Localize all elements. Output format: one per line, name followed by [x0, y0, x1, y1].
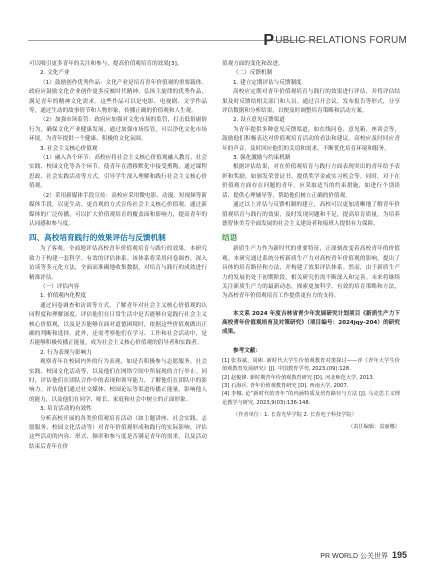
section-title: 四、高校培育践行的效果评估与反馈机制: [29, 233, 166, 243]
brand-initial: P: [263, 32, 275, 49]
paragraph: 高校应定期对青年价值观培育与践行的效果进行评估，并将评估结果及时反馈给相关部门和人员。通过召开会议、发布报告等形式，分享评估数据和分析结果，以便及时调整培育策略和活动方案。: [222, 89, 400, 115]
paragraph: （2）采用新媒体手段宣传：高校应采用微电影、动漫、短视频等新媒体手段，以更生动、更直观的方式宣传社会主义核心价值观。通过新媒体的广泛传播，可以扩大价值观培育的覆盖面和影响力，提高青年的认同感和参与度。: [29, 192, 207, 227]
subheading: 3. 培育活动的有效性: [40, 406, 92, 413]
footer-magazine: PR WORLD 公关世界: [320, 553, 388, 560]
acknowledgement: 本文系 2024 年度吉林省青少年发展研究计划项目《新质生产力下高校青年价值观培育及对策研究》（项目编号：2024jqy-204）的研究成果。: [222, 310, 400, 336]
reference-item: [4] 李娜. 论“新时代的青年”的内涵特质及培育路径与方法 [J]. 马克思主义理论教学与研究, 2023,9(03):136-148.: [222, 391, 400, 406]
subheading: 1. 建立定期评估与反馈制度: [233, 79, 302, 86]
subheading: （一）评估内容: [40, 283, 80, 290]
paragraph: （1）融入各个环节：高校应将社会主义核心价值观融入教育、社会实践、校园文化等各个环节，使青年在潜移默化中接受熏陶。通过课程思政、社会实践活动等方式，引导学生深入理解和践行社会主义核心价值观。: [29, 155, 207, 190]
paragraph: 根据评估结果，对在价值观培育与践行方面表现突出的青年给予表彰和奖励，如颁发荣誉证书、提供奖学金或实习机会等。同时，对于在价值观方面存在问题的青年，应采取适当的约束措施，如进行个别谈话、提供心理辅导等，帮助他们树立正确的价值观。: [222, 164, 400, 199]
paragraph: 通过以上评估与反馈机制的建立，高校可以更加清晰地了解青年价值观培育与践行的效果，及时发现问题和不足，提高培育质量。为培养德智体美劳全面发展的社会主义建设者和接班人提供有力保障。: [222, 202, 400, 227]
subheading: 2. 设立意见反馈渠道: [233, 117, 285, 124]
paragraph: 通过问卷调查和访谈等方式，了解青年对社会主义核心价值观的认同程度和理解深度。评估他们在日常生活中是否能够自觉践行社会主义核心价值观，以及是否能够在面对道德困境时，依据这些价值观做出正确的判断和选择。此外，还需考察他们在学习、工作和社会活动中，是否能够积极传播正能量，成为社会主义核心价值观的倡导者和实践者。: [29, 302, 207, 347]
subheading: 2. 行为表现与影响力: [40, 349, 92, 356]
paragraph: （1）鼓励创作优秀作品：文化产业是培育青年价值观的重要载体。政府应鼓励文化企业创作更多反映时代精神、弘扬主旋律的优秀作品，满足青年的精神文化需求。这些作品可以是电影、电视剧、文学作品等，通过生动的故事情节和人物形象，传播正确的价值观和人生观。: [29, 79, 207, 115]
subheading: （二）反馈机制: [233, 70, 273, 77]
page-number: 195: [391, 550, 407, 560]
brand-rest: UBLIC RELATIONS FORUM: [275, 35, 407, 46]
paragraph: 为了客观、全面地评估高校青年价值观培育与践行的效果，本研究致力于构建一套科学、有效的评估体系。该体系将采用问卷调查、深入访谈等多元化方法，全面而准确地收集数据，对培育与践行的成效进行精准评估。: [29, 246, 207, 281]
right-column: [222, 60, 400, 433]
subheading: 1. 价值观内化程度: [40, 293, 87, 300]
subheading: 2. 文化产业: [40, 70, 70, 77]
reference-item: [2] 赵俊锋. 新时期青年价值观教育研究 [D]. 河北师范大学, 2013.: [222, 374, 375, 381]
reference-item: [1] 张春斌，周彬. 新时代大学生价值观教育对策探讨——评《青年大学生价值观教育发展研究》[J]. 中国教育学刊, 2023,(09):128.: [222, 357, 400, 373]
subheading: 3. 强化激励与约束机制: [233, 155, 291, 162]
references-title: 参考文献：: [233, 348, 261, 355]
section-title: 结语: [222, 233, 238, 243]
author-affiliation: （作者单位：1. 长春光华学院 2. 长春电子科技学院）: [233, 412, 357, 419]
subheading: 3. 社会主义核心价值观: [40, 145, 98, 152]
responsible-editor: （责任编辑：袁丽娜）: [348, 424, 400, 431]
page-footer: [320, 550, 407, 561]
paragraph: 值观方面的变化和改进。: [222, 61, 284, 67]
paragraph: 可以吸引更多青年的关注和参与，提高价值观培育的效果[3]。: [29, 61, 183, 67]
paragraph: 为青年提供多种意见反馈渠道，如在线问卷、意见箱、座谈会等，鼓励他们积极表达对价值观培育活动的看法和建议。高校应及时回应青年的声音，及时回应他们的关切和需求，不断优化培育环境和服务。: [222, 126, 400, 152]
left-column: [29, 60, 207, 452]
magazine-brand: [263, 32, 407, 50]
paragraph: 分析高校开展的各类价值观培育活动（如主题讲座、社会实践、志愿服务、校园文化活动等）对青年价值观形成和践行的实际影响。评估这些活动的内容、形式、频率和参与度是否满足青年的需求，以及活动结束后青年在价: [29, 415, 207, 450]
reference-item: [3] 石海兵. 青年价值观教育研究 [D]. 西南大学, 2007.: [222, 382, 349, 389]
paragraph: （2）加强市场监管：政府应加强对文化市场的监管，打击低俗庸俗行为，确保文化产业健康发展。通过加强市场监管，可以净化文化市场环境，为青年提供一个健康、积极的文化氛围。: [29, 117, 207, 143]
paragraph: 新质生产力作为新时代的重要特征，正深刻改变着高校青年的价值观。本研究通过系统分析新质生产力对高校青年价值观的影响，提出了具体的培育路径和方法，并构建了效果评估体系。然而，由于新质生产力的发展仍处于初期阶段，相关研究仍需不断深入和完善。未来将继续关注新质生产力的最新动态，探索更加科学、有效的培育策略和方法，为高校青年价值观培育工作提供更有力的支持。: [222, 246, 400, 300]
paragraph: 观察青年在校园内外的行为表现，如是否积极参与志愿服务、社会实践、校园文化活动等，以及他们在网络空间中所展现的言行举止。同时，评估他们在团队合作中的表现和领导能力，了解他们在团队中的影响力。评估他们通过社交媒体、校园论坛等渠道传播正能量、影响他人的能力，以及他们在同学、师长、家庭和社会中树立的正面形象。: [29, 359, 207, 403]
